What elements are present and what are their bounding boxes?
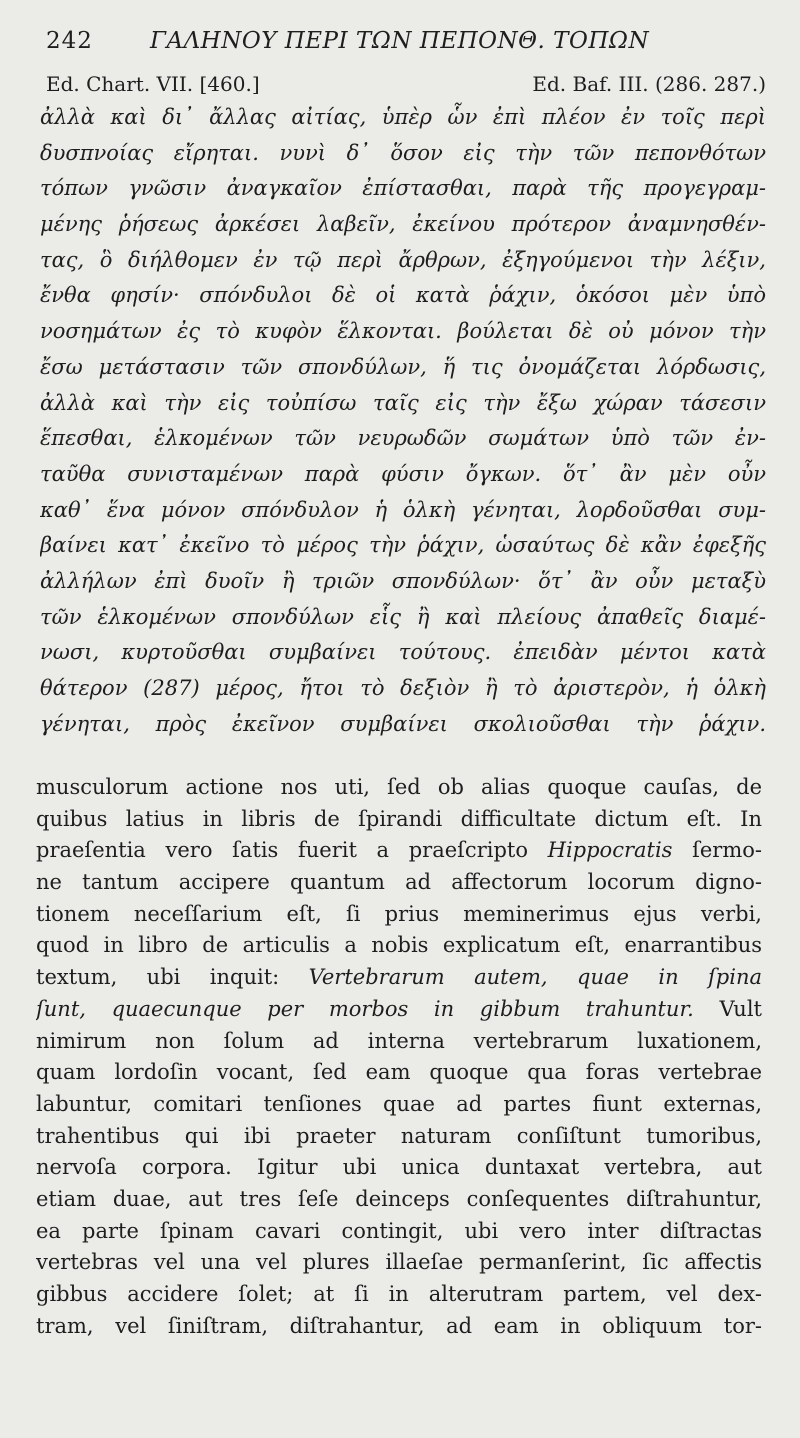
greek-line: ἕπεσθαι, ἑλκομένων τῶν νευρωδῶν σωμάτων ὑπὸ τῶν ἐν- [40, 426, 766, 451]
latin-line: ne tantum accipere quantum ad affectorum locorum digno- [36, 870, 762, 895]
latin-segment: praeſentia vero ſatis fuerit a praeſcripto [36, 838, 548, 863]
greek-line: ἀλλήλων ἐπὶ δυοῖν ἢ τριῶν σπονδύλων· ὅτ᾽ ἂν οὖν μεταξὺ [40, 568, 766, 593]
latin-line [36, 835, 762, 867]
latin-segment: Vult [693, 996, 762, 1021]
latin-line: nimirum non ſolum ad interna vertebrarum luxationem, [36, 1028, 762, 1053]
greek-line: νοσημάτων ἐς τὸ κυφὸν ἕλκονται. βούλεται δὲ οὐ μόνον τὴν [40, 319, 766, 344]
latin-segment: ſermo- [672, 838, 762, 863]
greek-line: ἀλλὰ καὶ δι᾽ ἄλλας αἰτίας, ὑπὲρ ὧν ἐπὶ πλέον ἐν τοῖς περὶ [40, 105, 766, 129]
latin-segment: textum, ubi inquit: [36, 965, 309, 990]
italic-quotation: Vertebrarum autem, quae in ſpina [308, 965, 762, 990]
latin-text-block [36, 772, 762, 1342]
latin-line: labuntur, comitari tenſiones quae ad partes fiunt externas, [36, 1091, 762, 1116]
greek-line: τῶν ἑλκομένων σπονδύλων εἷς ἢ καὶ πλείους ἀπαθεῖς διαμέ- [40, 604, 766, 629]
greek-line: νωσι, κυρτοῦσθαι συμβαίνει τούτους. ἐπειδὰν μέντοι κατὰ [40, 640, 766, 665]
greek-line: ἔσω μετάστασιν τῶν σπονδύλων, ἥ τις ὀνομάζεται λόρδωσις, [40, 354, 766, 379]
edition-references [46, 72, 766, 100]
latin-line: trahentibus qui ibi praeter naturam conſiſtunt tumoribus, [36, 1123, 762, 1148]
latin-line: gibbus accidere ſolet; at ſi in alterutram partem, vel dex- [36, 1282, 762, 1306]
greek-line: τας, ὃ διήλθομεν ἐν τῷ περὶ ἄρθρων, ἐξηγούμενοι τὴν λέξιν, [40, 247, 766, 272]
italic-quotation: ſunt, quaecunque per morbos in gibbum trahuntur. [36, 996, 694, 1021]
latin-line: quod in libro de articulis a nobis explicatum eſt, enarrantibus [36, 933, 762, 958]
latin-line: nervoſa corpora. Igitur ubi unica duntaxat vertebra, aut [36, 1155, 762, 1180]
latin-line: ea parte ſpinam cavari contingit, ubi vero inter diſtractas [36, 1218, 762, 1243]
latin-line: etiam duae, aut tres ſeſe deinceps conſequentes diſtrahuntur, [36, 1186, 762, 1211]
greek-line: γένηται, πρὸς ἐκεῖνον συμβαίνει σκολιοῦσθαι τὴν ῥάχιν. [40, 711, 766, 736]
running-head [46, 28, 766, 60]
greek-line: θάτερον (287) μέρος, ἤτοι τὸ δεξιὸν ἢ τὸ ἀριστερὸν, ἡ ὁλκὴ [40, 676, 766, 700]
greek-text-block [40, 100, 766, 742]
latin-line: tionem neceſſarium eſt, ſi prius meminerimus ejus verbi, [36, 901, 762, 926]
greek-line: δυσπνοίας εἴρηται. νυνὶ δ᾽ ὅσον εἰς τὴν τῶν πεπονθότων [40, 140, 766, 165]
greek-line: τόπων γνῶσιν ἀναγκαῖον ἐπίστασθαι, παρὰ τῆς προγεγραμ- [40, 176, 766, 201]
latin-line [36, 994, 762, 1026]
latin-line: quam lordoſin vocant, ſed eam quoque qua foras vertebrae [36, 1060, 762, 1085]
greek-line: ἔνθα φησίν· σπόνδυλοι δὲ οἱ κατὰ ῥάχιν, ὁκόσοι μὲν ὑπὸ [40, 283, 766, 308]
edition-chartier: Ed. Chart. VII. [460.] [46, 72, 260, 96]
greek-line: μένης ῥήσεως ἀρκέσει λαβεῖν, ἐκείνου πρότερον ἀναμνησθέν- [40, 212, 766, 237]
greek-line: καθ᾽ ἕνα μόνον σπόνδυλον ἡ ὁλκὴ γένηται, λορδοῦσθαι συμ- [40, 497, 766, 522]
latin-line [36, 962, 762, 994]
greek-line: ἀλλὰ καὶ τὴν εἰς τοὐπίσω ταῖς εἰς τὴν ἔξω χώραν τάσεσιν [40, 390, 766, 415]
running-title: ΓΑΛΗΝΟΥ ΠΕΡΙ ΤΩΝ ΠΕΠΟΝΘ. ΤΟΠΩΝ [150, 28, 650, 54]
greek-line: βαίνει κατ᾽ ἐκεῖνο τὸ μέρος τὴν ῥάχιν, ὡσαύτως δὲ κἂν ἐφεξῆς [40, 533, 766, 558]
edition-basel: Ed. Baf. III. (286. 287.) [532, 72, 766, 96]
page-number: 242 [46, 28, 93, 54]
italic-quotation: Hippocratis [547, 838, 673, 863]
greek-line: ταῦθα συνισταμένων παρὰ φύσιν ὄγκων. ὅτ᾽ ἂν μὲν οὖν [40, 461, 766, 486]
latin-line: tram, vel ſiniſtram, diſtrahantur, ad eam in obliquum tor- [36, 1313, 762, 1338]
latin-line: musculorum actione nos uti, ſed ob alias quoque cauſas, de [36, 775, 762, 799]
latin-line: vertebras vel una vel plures illaeſae permanſerint, ſic affectis [36, 1250, 762, 1275]
latin-line: quibus latius in libris de ſpirandi difficultate dictum eſt. In [36, 806, 762, 831]
